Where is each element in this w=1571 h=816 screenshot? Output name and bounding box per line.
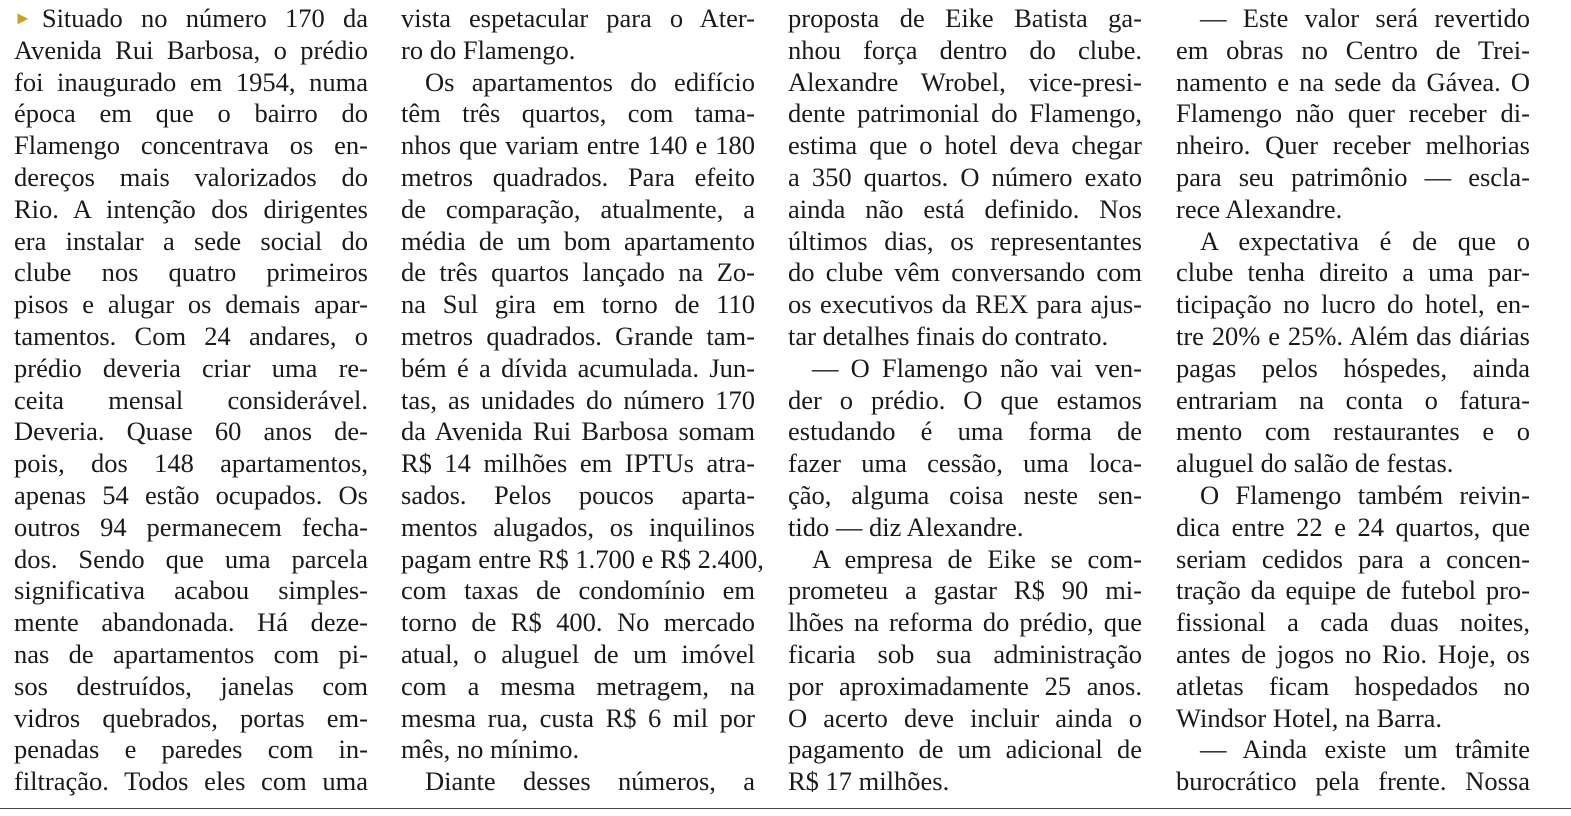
text-line: fazer uma cessão, uma loca-	[788, 448, 1142, 479]
text-line: foi inaugurado em 1954, numa	[14, 66, 368, 97]
text-line: burocrático pela frente. Nossa	[1176, 766, 1530, 797]
text-line: de três quartos lançado na Zo-	[401, 257, 755, 288]
text-line: de comparação, atualmente, a	[401, 193, 755, 224]
text-line: por aproximadamente 25 anos.	[788, 670, 1142, 701]
text-line: clube tenha direito a uma par-	[1176, 257, 1530, 288]
article-column-1	[14, 3, 368, 798]
text-line: tamentos. Com 24 andares, o	[14, 320, 368, 351]
text-line: ro do Flamengo.	[401, 34, 576, 65]
text-line: atletas ficam hospedados no	[1176, 670, 1530, 701]
text-line: outros 94 permanecem fecha-	[14, 511, 368, 542]
text-line: estudando é uma forma de	[788, 416, 1142, 447]
bottom-divider	[0, 808, 1571, 809]
text-line: ficaria sob sua administração	[788, 638, 1142, 669]
text-line: dos. Sendo que uma parcela	[14, 543, 368, 574]
text-line: pagam entre R$ 1.700 e R$ 2.400,	[401, 543, 764, 574]
text-line: Flamengo não quer receber di-	[1176, 98, 1530, 129]
text-line: prometeu a gastar R$ 90 mi-	[788, 575, 1142, 606]
article-column-2	[401, 3, 764, 798]
text-line: atual, o aluguel de um imóvel	[401, 638, 755, 669]
text-line: ceita mensal considerável.	[14, 384, 368, 415]
text-line: prédio deveria criar uma re-	[14, 352, 368, 383]
text-line: sados. Pelos poucos aparta-	[401, 479, 755, 510]
text-line: para seu patrimônio — escla-	[1176, 161, 1530, 192]
text-line: últimos dias, os representantes	[788, 225, 1142, 256]
text-line: a 350 quartos. O número exato	[788, 161, 1142, 192]
text-line: média de um bom apartamento	[401, 225, 755, 256]
text-line: têm três quartos, com tama-	[401, 98, 755, 129]
text-line: clube nos quatro primeiros	[14, 257, 368, 288]
text-line: da Avenida Rui Barbosa somam	[401, 416, 755, 447]
text-line: pisos e alugar os demais apar-	[14, 289, 368, 320]
text-line: Flamengo concentrava os en-	[14, 130, 368, 161]
text-line: vista espetacular para o Ater-	[401, 3, 755, 33]
text-line: mente abandonada. Há deze-	[14, 607, 368, 638]
text-line: antes de jogos no Rio. Hoje, os	[1176, 638, 1530, 669]
text-line: O acerto deve incluir ainda o	[788, 702, 1142, 733]
text-line: nhou força dentro do clube.	[788, 34, 1142, 65]
text-line: mesma rua, custa R$ 6 mil por	[401, 702, 755, 733]
text-line: Windsor Hotel, na Barra.	[1176, 702, 1443, 733]
text-line: Avenida Rui Barbosa, o prédio	[14, 34, 368, 65]
text-line: nas de apartamentos com pi-	[14, 638, 368, 669]
text-line: pois, dos 148 apartamentos,	[14, 448, 368, 479]
article-column-3	[788, 3, 1142, 798]
text-line: pagamento de um adicional de	[788, 734, 1142, 765]
text-line: tas, as unidades do número 170	[401, 384, 755, 415]
text-line: der o prédio. O que estamos	[788, 384, 1142, 415]
text-line: — O Flamengo não vai ven-	[812, 352, 1142, 383]
text-line: entrariam na conta o fatura-	[1176, 384, 1530, 415]
text-line: Deveria. Quase 60 anos de-	[14, 416, 368, 447]
text-line: dereços mais valorizados do	[14, 161, 368, 192]
text-line: sos destruídos, janelas com	[14, 670, 368, 701]
bullet-arrow-icon: ►	[14, 8, 32, 28]
text-line: nheiro. Quer receber melhorias	[1176, 130, 1530, 161]
text-line: significativa acabou simples-	[14, 575, 368, 606]
text-line: — Ainda existe um trâmite	[1200, 734, 1530, 765]
text-line: seriam cedidos para a concen-	[1176, 543, 1530, 574]
text-line: época em que o bairro do	[14, 98, 368, 129]
text-line: em obras no Centro de Trei-	[1176, 34, 1530, 65]
text-line: ainda não está definido. Nos	[788, 193, 1142, 224]
text-line: nhos que variam entre 140 e 180	[401, 130, 755, 161]
text-line: na Sul gira em torno de 110	[401, 289, 755, 320]
text-line: com a mesma metragem, na	[401, 670, 755, 701]
text-line: ção, alguma coisa neste sen-	[788, 479, 1142, 510]
text-line: filtração. Todos eles com uma	[14, 766, 368, 797]
text-line: tração da equipe de futebol pro-	[1176, 575, 1530, 606]
text-line: com taxas de condomínio em	[401, 575, 755, 606]
text-line: era instalar a sede social do	[14, 225, 368, 256]
text-line: do clube vêm conversando com	[788, 257, 1142, 288]
text-line: Rio. A intenção dos dirigentes	[14, 193, 368, 224]
text-line: vidros quebrados, portas em-	[14, 702, 368, 733]
text-line: proposta de Eike Batista ga-	[788, 3, 1142, 33]
text-line: penadas e paredes com in-	[14, 734, 368, 765]
text-line: R$ 17 milhões.	[788, 766, 950, 797]
text-line: torno de R$ 400. No mercado	[401, 607, 755, 638]
text-line: Os apartamentos do edifício	[425, 66, 755, 97]
text-line: dica entre 22 e 24 quartos, que	[1176, 511, 1530, 542]
text-line: pagas pelos hóspedes, ainda	[1176, 352, 1530, 383]
text-line: estima que o hotel deva chegar	[788, 130, 1142, 161]
text-line: O Flamengo também reivin-	[1200, 479, 1530, 510]
text-line: fissional a cada duas noites,	[1176, 607, 1530, 638]
text-line: apenas 54 estão ocupados. Os	[14, 479, 368, 510]
text-line: bém é a dívida acumulada. Jun-	[401, 352, 755, 383]
text-line: tar detalhes finais do contrato.	[788, 320, 1109, 351]
text-line: mentos alugados, os inquilinos	[401, 511, 755, 542]
text-line: metros quadrados. Para efeito	[401, 161, 755, 192]
text-line: dente patrimonial do Flamengo,	[788, 98, 1142, 129]
text-line: R$ 14 milhões em IPTUs atra-	[401, 448, 755, 479]
text-line: metros quadrados. Grande tam-	[401, 320, 755, 351]
text-line: A empresa de Eike se com-	[812, 543, 1142, 574]
text-line: aluguel do salão de festas.	[1176, 448, 1454, 479]
text-line: tido — diz Alexandre.	[788, 511, 1024, 542]
article-column-4	[1176, 3, 1530, 798]
text-line: Alexandre Wrobel, vice-presi-	[788, 66, 1142, 97]
text-line: tre 20% e 25%. Além das diárias	[1176, 320, 1530, 351]
text-line: os executivos da REX para ajus-	[788, 289, 1142, 320]
text-line: namento e na sede da Gávea. O	[1176, 66, 1530, 97]
text-line: rece Alexandre.	[1176, 193, 1343, 224]
text-line: ► Situado no número 170 da	[14, 3, 368, 33]
text-line: lhões na reforma do prédio, que	[788, 607, 1142, 638]
text-line: mês, no mínimo.	[401, 734, 580, 765]
text-line: Diante desses números, a	[425, 766, 755, 797]
text-line: ticipação no lucro do hotel, en-	[1176, 289, 1530, 320]
text-line: A expectativa é de que o	[1200, 225, 1530, 256]
text-line: mento com restaurantes e o	[1176, 416, 1530, 447]
text-line: — Este valor será revertido	[1200, 3, 1530, 33]
